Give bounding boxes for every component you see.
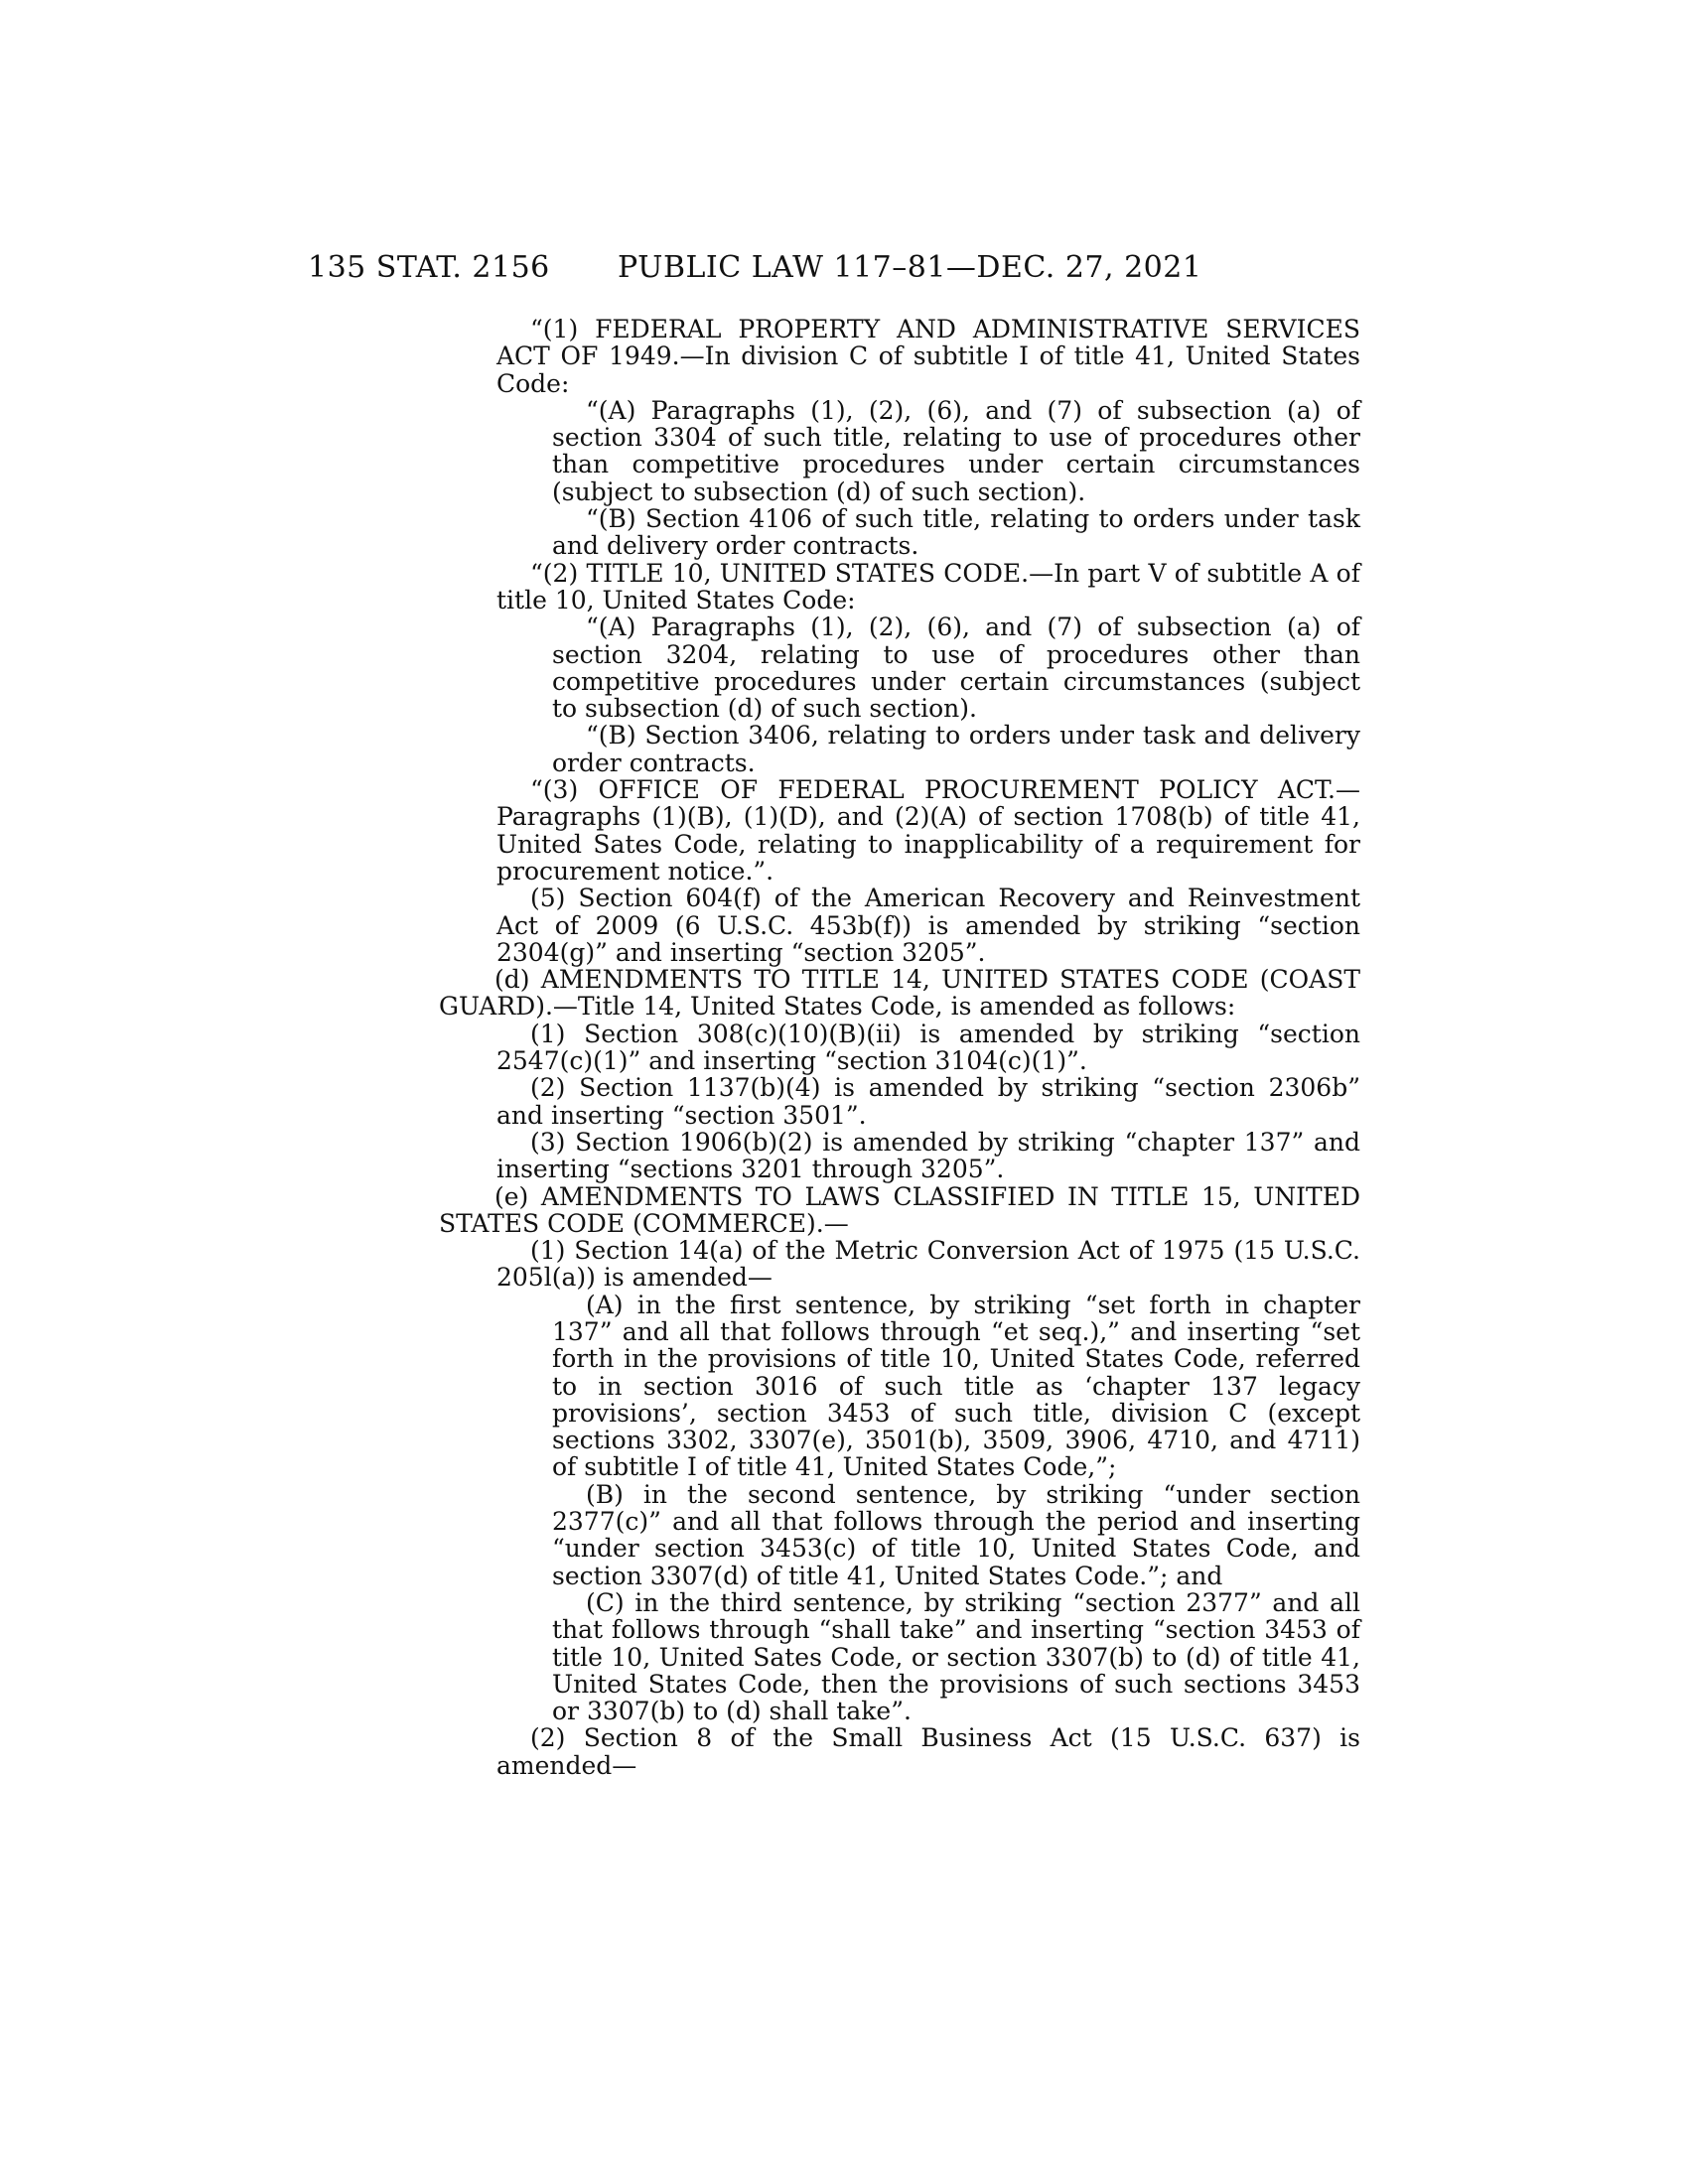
paragraph-2-A: “(A) Paragraphs (1), (2), (6), and (7) of subsection (a) of section 3204, relating to use of procedures other than competitive procedures under certain circumstances (subject to subsection (d) of such section). <box>552 613 1360 724</box>
paragraph-5: (5) Section 604(f) of the American Recovery and Reinvestment Act of 2009 (6 U.S.C. 453b(f)) is amended by striking “section 2304(g)” and inserting “section 3205”. <box>496 884 1360 967</box>
subsection-e-1-A: (A) in the first sentence, by striking “set forth in chapter 137” and all that follows through “et seq.),” and inserting “set forth in the provisions of title 10, United States Code, referred to in section 3016 of such title as ‘chapter 137 legacy provisions’, section 3453 of such title, division C (except sections 3302, 3307(e), 3501(b), 3509, 3906, 4710, and 4711) of subtitle I of title 41, United States Code,”; <box>552 1290 1360 1482</box>
subsection-e-1-C: (C) in the third sentence, by striking “section 2377” and all that follows through “shall take” and inserting “section 3453 of title 10, United Sates Code, or section 3307(b) to (d) of title 41, United States Code, then the provisions of such sections 3453 or 3307(b) to (d) shall take”. <box>552 1587 1360 1726</box>
paragraph-2: “(2) TITLE 10, UNITED STATES CODE.—In part V of subtitle A of title 10, United States Code: <box>496 558 1360 614</box>
page-header <box>308 250 1360 290</box>
paragraph-3: “(3) OFFICE OF FEDERAL PROCUREMENT POLICY ACT.—Paragraphs (1)(B), (1)(D), and (2)(A) of section 1708(b) of title 41, United Sates Code, relating to inapplicability of a requirement for procurement notice.”. <box>496 775 1360 886</box>
subsection-d-3: (3) Section 1906(b)(2) is amended by striking “chapter 137” and inserting “sections 3201 through 3205”. <box>496 1127 1360 1184</box>
paragraph-1-B: “(B) Section 4106 of such title, relating to orders under task and delivery order contracts. <box>552 504 1360 561</box>
law-title-date: PUBLIC LAW 117–81—DEC. 27, 2021 <box>618 250 1202 285</box>
statute-page-number: 135 STAT. 2156 <box>308 250 550 285</box>
subsection-e-1: (1) Section 14(a) of the Metric Conversion Act of 1975 (15 U.S.C. 205l(a)) is amended— <box>496 1236 1360 1293</box>
subsection-d-1: (1) Section 308(c)(10)(B)(ii) is amended by striking “section 2547(c)(1)” and inserting “section 3104(c)(1)”. <box>496 1019 1360 1076</box>
document-body <box>439 315 1360 1780</box>
subsection-d-2: (2) Section 1137(b)(4) is amended by striking “section 2306b” and inserting “section 3501”. <box>496 1073 1360 1130</box>
subsection-d: (d) AMENDMENTS TO TITLE 14, UNITED STATES CODE (COAST GUARD).—Title 14, United States Code, is amended as follows: <box>439 965 1360 1022</box>
subsection-e-1-B: (B) in the second sentence, by striking “under section 2377(c)” and all that follows through the period and inserting “under section 3453(c) of title 10, United States Code, and section 3307(d) of title 41, United States Code.”; and <box>552 1479 1360 1590</box>
subsection-e-2: (2) Section 8 of the Small Business Act (15 U.S.C. 637) is amended— <box>496 1723 1360 1780</box>
paragraph-1-A: “(A) Paragraphs (1), (2), (6), and (7) of subsection (a) of section 3304 of such title, relating to use of procedures other than competitive procedures under certain circumstances (subject to subsection (d) of such section). <box>552 395 1360 506</box>
paragraph-1: “(1) FEDERAL PROPERTY AND ADMINISTRATIVE SERVICES ACT OF 1949.—In division C of subtitle I of title 41, United States Code: <box>496 315 1360 398</box>
subsection-e: (e) AMENDMENTS TO LAWS CLASSIFIED IN TITLE 15, UNITED STATES CODE (COMMERCE).— <box>439 1181 1360 1238</box>
paragraph-2-B: “(B) Section 3406, relating to orders under task and delivery order contracts. <box>552 721 1360 777</box>
